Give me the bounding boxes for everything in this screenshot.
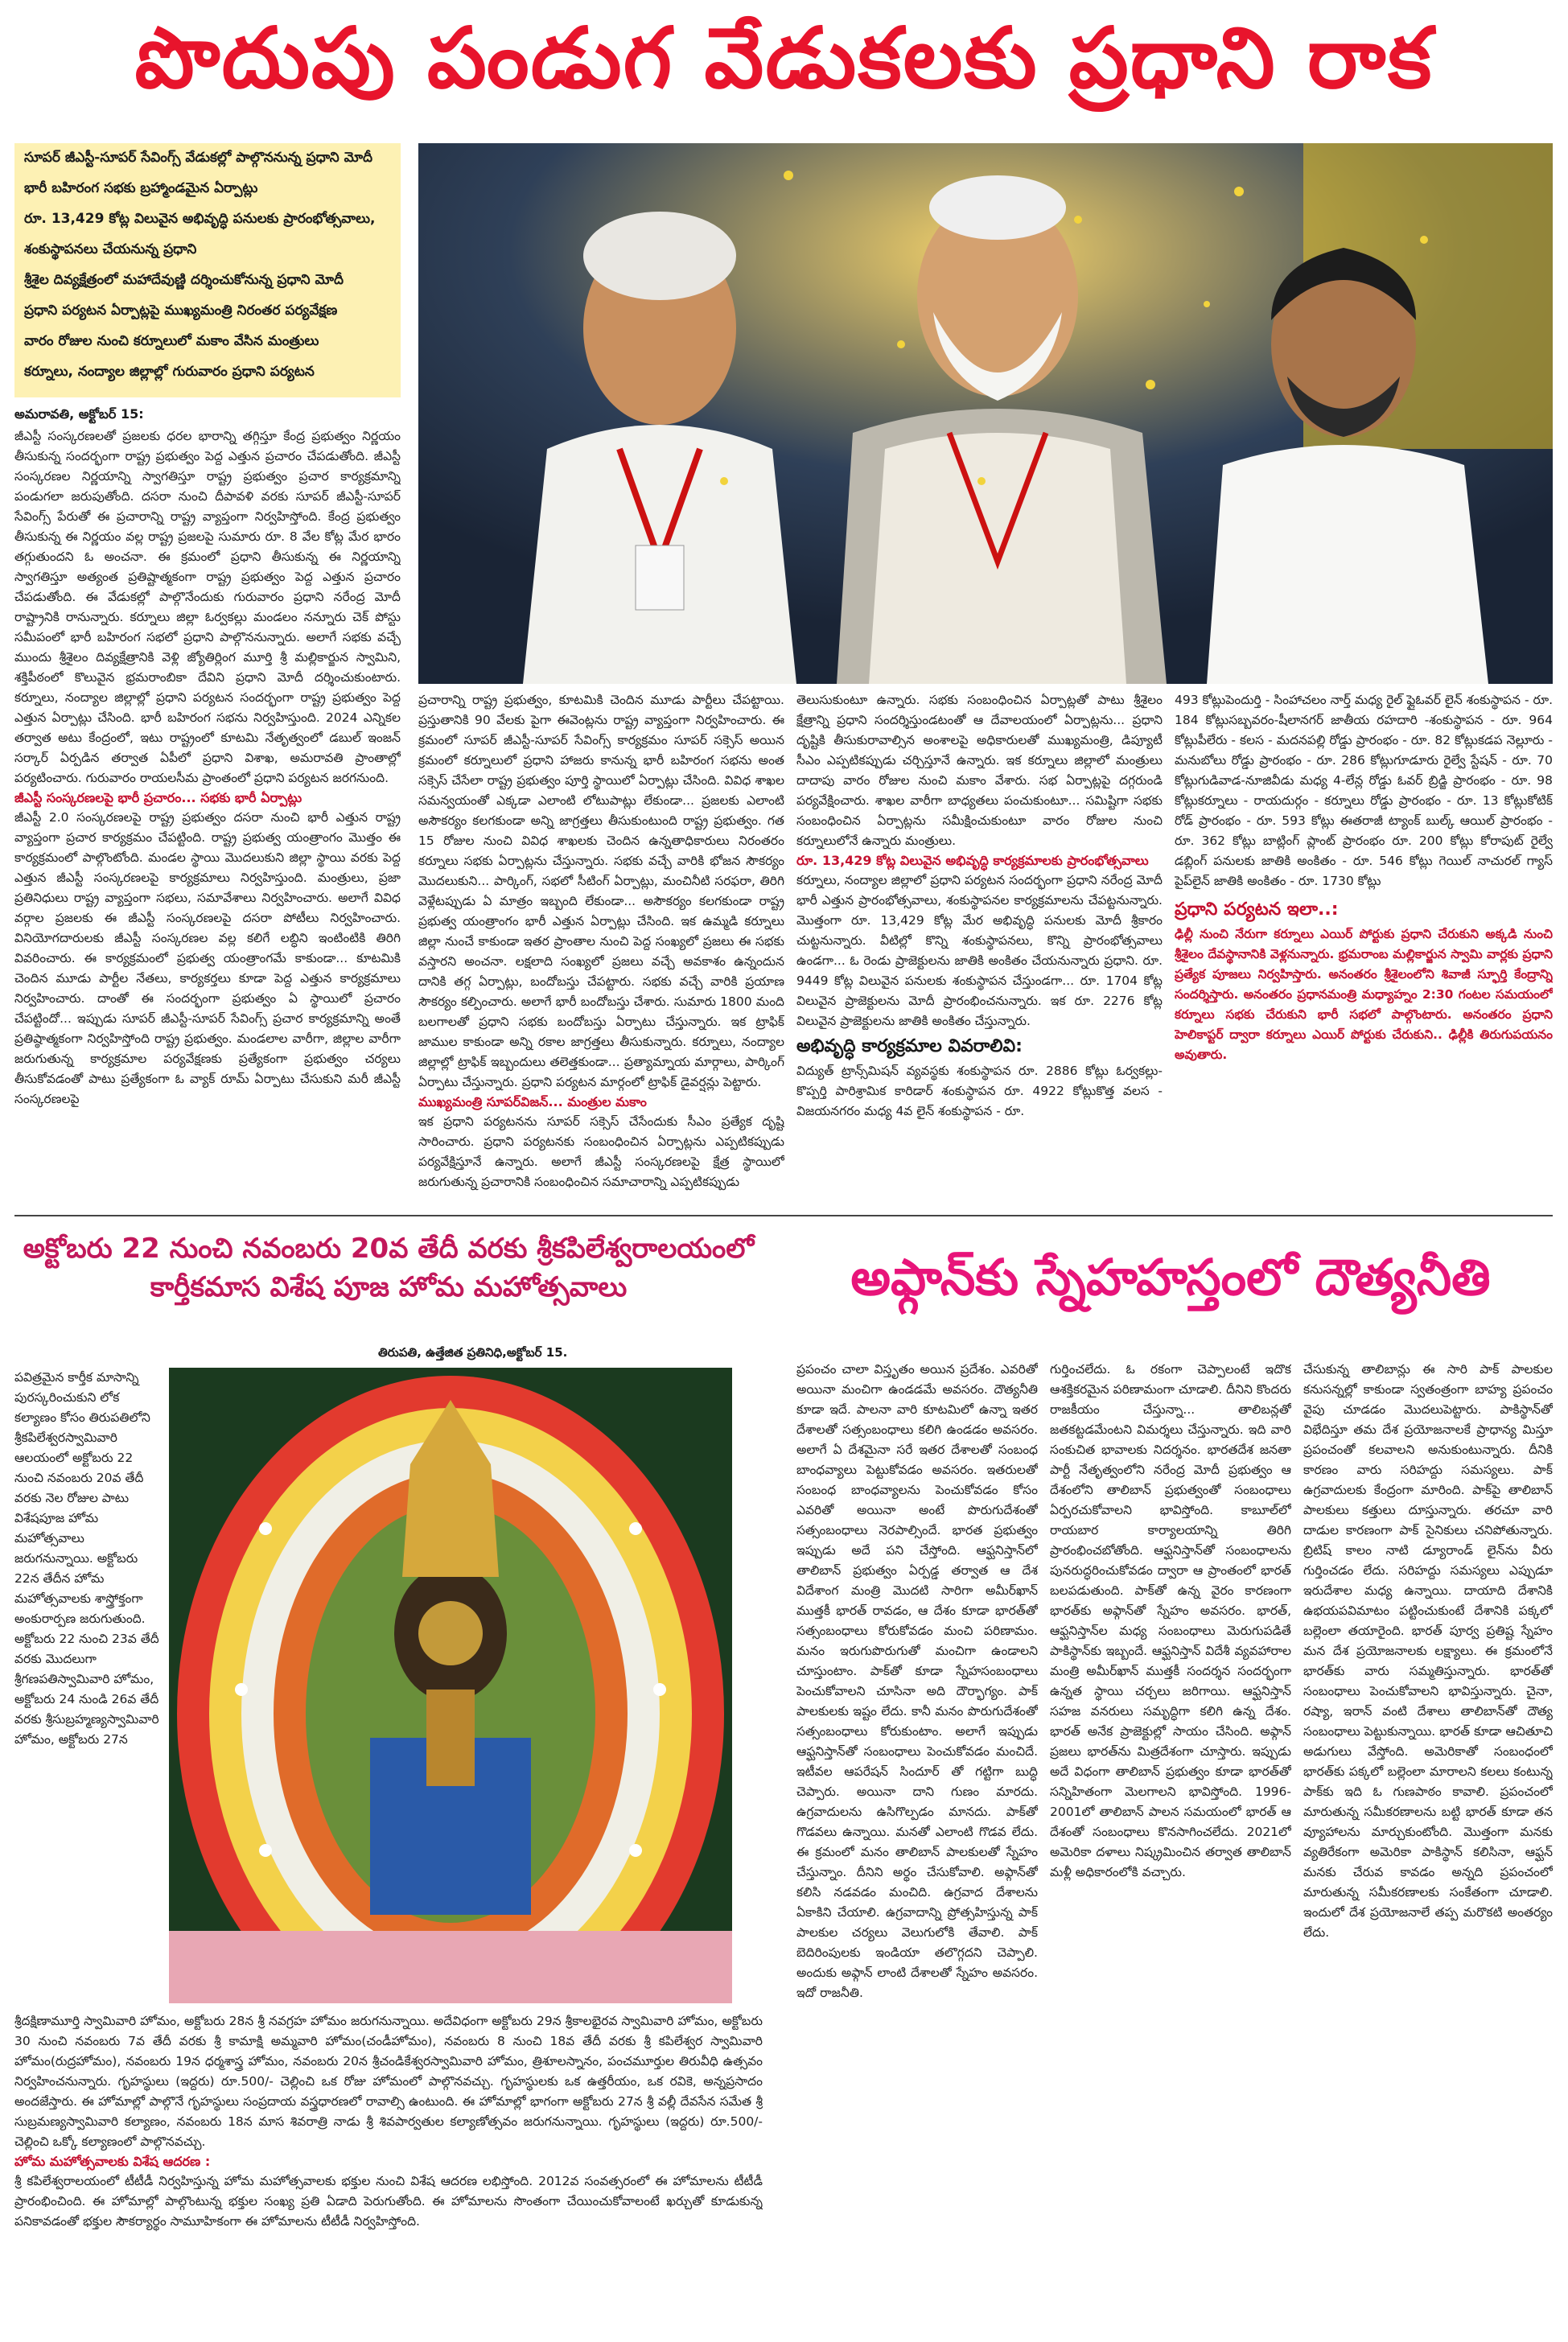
highlight-line: వారం రోజుల నుంచి కర్నూలులో మకాం వేసిన మంత్రులు [24,333,319,349]
highlight-line: ప్రధాని పర్యటన ఏర్పాట్లపై ముఖ్యమంత్రి నిరంతర పర్యవేక్షణ [24,303,338,319]
article-column-3 [796,690,1163,1223]
article-paragraph: చేసుకున్న తాలిబాన్లు ఈ సారి పాక్ పాలకుల కనుసన్నల్లో కాకుండా స్వతంత్రంగా బాహ్య ప్రపంచం వైపు చూడడం మొదలుపెట్టారు. పాకిస్థాన్‌తో విభేదిస్తూ తమ దేశ ప్రయోజనాలకే ప్రాధాన్య మిస్తూ ప్రపంచంతో కలవాలని అనుకుంటున్నారు. దీనికి కారణం వారు సరిహద్దు సమస్యలు. పాక్ ఉగ్రవాదులకు కేంద్రంగా మారింది. పాక్‌పై తాలిబాన్ పాలకులు కత్తులు దూస్తున్నారు. తరచూ వారి దాడుల కారణంగా పాక్ సైనికులు చనిపోతున్నారు. బ్రిటిష్ కాలం నాటి డ్యూరాండ్ లైన్‌ను వీరు గుర్తించడం లేదు. సరిహద్దు సమస్యలు ఎప్పుడూ ఇరుదేశాల మధ్య ఉన్నాయి. దాయాది దేశానికి ఉభయపవిమాటం పట్టించుకుంటే దేశానికి పక్కలో బల్లెంలా తయారైంది. భారత్ పూర్వ ప్రతిష్ట స్నేహం మన దేశ ప్రయోజనాలకు లక్ష్యాలు. ఈ క్రమంలోనే భారత్‌కు వారు సమ్మతిస్తున్నారు. భారత్‌తో సంబంధాలు పెంచుకోవాలని భావిస్తున్నారు. చైనా, రష్యా, ఇరాన్ వంటి దేశాలు తాలిబాన్‌తో దౌత్య సంబంధాలు పెట్టుకున్నాయి. భారత్ కూడా ఆచితూచి అడుగులు వేస్తోంది. అమెరికాతో సంబంధంలో భారత్‌కు పక్కలో బల్లెంలా మారాలని కలలు కంటున్న పాక్‌కు ఇది ఓ గుణపాఠం కావాలి. ప్రపంచంలో మారుతున్న సమీకరణాలను బట్టి భారత్ కూడా తన వ్యూహాలను మార్చుకుంటోంది. మొత్తంగా మనకు వ్యతిరేకంగా అమెరికా పాకిస్థాన్ కలిసినా, ఆఫ్ఘన్ మనకు చేరువ కావడం అన్నది ప్రపంచంలో మారుతున్న సమీకరణాలకు సంకేతంగా చూడాలి. ఇందులో దేశ ప్రయోజనాలే తప్ప మరొకటి అంతర్యం లేదు. [1303,1362,1553,1940]
article-paragraph: ఇక ప్రధాని పర్యటనను సూపర్ సక్సెస్ చేసేందుకు సీఎం ప్రత్యేక దృష్టి సారించారు. ప్రధాని పర్యటనకు సంబంధించిన ఏర్పాట్లను ఎప్పటికప్పుడు పర్యవేక్షిస్తూనే ఉన్నారు. అలాగే జీఎస్టీ సంస్కరణలపై క్షేత్ర స్థాయిలో జరుగుతున్న ప్రచారానికి సంబంధించిన సమాచారాన్ని ఎప్పటికప్పుడు [418,1114,784,1189]
article-paragraph: తెలుసుకుంటూ ఉన్నారు. సభకు సంబంధించిన ఏర్పాట్లతో పాటు శ్రీశైలం క్షేత్రాన్ని ప్రధాని సందర్శిస్తుండటంతో ఆ దేవాలయంలో ఏర్పాట్లను... ప్రధాని దృష్టికి తీసుకురావాల్సిన అంశాలపై అధికారులతో ముఖ్యమంత్రి, డిప్యూటీ సీఎం ఎప్పటికప్పుడు చర్చిస్తూనే ఉన్నారు. ఇక కర్నూలు జిల్లాలో మంత్రులు దాదాపు వారం రోజుల నుంచి మకాం వేశారు. సభ ఏర్పాట్లపై దగ్గరుండి పర్యవేక్షించారు. శాఖల వారీగా బాధ్యతలు పంచుకుంటూ... సమిష్టిగా సభకు సంబంధించిన ఏర్పాట్లను సమీక్షించుకుంటూ వారం రోజుల నుంచి కర్నూలులోనే ఉన్నారు మంత్రులు. [796,693,1163,848]
leaders-photo [418,143,1553,684]
highlight-line: భారీ బహిరంగ సభకు బ్రహ్మాండమైన ఏర్పాట్లు [24,180,258,196]
highlight-line: శంకుస్థాపనలు చేయనున్న ప్రధాని [24,241,197,257]
temple-headline-line-1: అక్టోబరు 22 నుంచి నవంబరు 20వ తేదీ వరకు శ్రీకపిలేశ్వరాలయంలో [23,1233,755,1265]
temple-byline: తిరుపతి, ఉత్తేజిత ప్రతినిధి,అక్టోబర్ 15. [378,1345,568,1360]
article-paragraph: శ్రీదక్షిణామూర్తి స్వామివారి హోమం, అక్టోబరు 28న శ్రీ నవగ్రహ హోమం జరుగనున్నాయి. అదేవిధంగా అక్టోబరు 29న శ్రీకాలభైరవ స్వామివారి హోమం, అక్టోబరు 30 నుంచి నవంబరు 7వ తేదీ వరకు శ్రీ కామాక్షి అమ్మవారి హోమం(చండీహోమం), నవంబరు 8 నుంచి 18వ తేదీ వరకు శ్రీ కపిలేశ్వర స్వామివారి హోమం(రుద్రహోమం), నవంబరు 19న ధర్మశాస్త్ర హోమం, నవంబరు 20న శ్రీచండికేశ్వరస్వామివారి హోమం, త్రిశూలస్నానం, పంచమూర్తుల తిరువీధి ఉత్సవం నిర్వహించనున్నారు. గృహస్థులు (ఇద్దరు) రూ.500/- చెల్లించి ఒక రోజు హోమంలో పాల్గొనవచ్చు. గృహస్థులకు ఒక ఉత్తరీయం, ఒక రవికె, అన్నప్రసాదం అందజేస్తారు. ఈ హోమాల్లో పాల్గొనే గృహస్థులు సంప్రదాయ వస్త్రధారణలో రావాల్సి ఉంటుంది. ఈ హోమాల్లో భాగంగా అక్టోబరు 27న శ్రీ వల్లీ దేవసేన సమేత శ్రీ సుబ్రమణ్యస్వామివారి కల్యాణం, నవంబరు 18న మాస శివరాత్రి నాడు శ్రీ శివపార్వతుల కల్యాణోత్సవం జరుగనున్నాయి. గృహస్థులు (ఇద్దరు) రూ.500/- చెల్లించి ఒక్కో కల్యాణంలో పాల్గొనవచ్చు. [14,2014,763,2149]
article-paragraph: జీఎస్టీ 2.0 సంస్కరణలపై రాష్ట్ర ప్రభుత్వం దసరా నుంచి భారీ ఎత్తున రాష్ట్ర వ్యాప్తంగా ప్రచార కార్యక్రమం చేపట్టింది. రాష్ట్ర ప్రభుత్వ యంత్రాంగం మొత్తం ఈ కార్యక్రమంలో పాల్గొంటోంది. మండల స్థాయి మొదలుకుని జిల్లా స్థాయి వరకు పెద్ద ఎత్తున జీఎస్టీ సంస్కరణలపై కార్యక్రమాలు నిర్వహిస్తుంది. మంత్రులు, ప్రజా ప్రతినిధులు రాష్ట్ర వ్యాప్తంగా సభలు, సమావేశాలు నిర్వహించారు. అలాగే వివిధ వర్గాల ప్రజలకు ఈ జీఎస్టీ సంస్కరణలపై దసరా పోటీలు నిర్వహించారు. వినియోగదారులకు జీఎస్టీ సంస్కరణల వల్ల కలిగే లబ్ధిని ఇంటింటికి తిరిగి వివరించారు. ఈ కార్యక్రమంలో ప్రభుత్వ యంత్రాంగమే కాకుండా... కూటమికి చెందిన మూడు పార్టీల నేతలు, కార్యకర్తలు కూడా పెద్ద ఎత్తున కార్యక్రమాలు నిర్వహించారు. దాంతో ఈ సందర్భంగా ప్రభుత్వం ఏ స్థాయిలో ప్రచారం చేపట్టిందో... ఇప్పుడు సూపర్ జీఎస్టీ-సూపర్ సేవింగ్స్ ప్రచార కార్యక్రమాన్ని అంతే ప్రతిష్ఠాత్మకంగా నిర్వహిస్తోంది రాష్ట్ర ప్రభుత్వం. మండలాల వారీగా, జిల్లాల వారీగా జరుగుతున్న కార్యక్రమాల పర్యవేక్షణకు ప్రత్యేకంగా ప్రభుత్వం చర్యలు తీసుకోవడంతో పాటు ప్రత్యేకంగా ఓ వ్యాక్ రూమ్ ఏర్పాటు చేసుకుని మరీ జీఎస్టీ సంస్కరణలపై [14,810,401,1106]
article-paragraph: 493 కోట్లుపెందుర్తి - సింహాచలం నార్త్ మధ్య రైల్ ఫ్లైఓవర్ లైన్ శంకుస్థాపన - రూ. 184 కోట్లుసబ్బవరం-షీలానగర్ జాతీయ రహదారి -శంకుస్థాపన - రూ. 964 కోట్లుపీలేరు - కలస - మదనపల్లి రోడ్డు ప్రారంభం - రూ. 82 కోట్లుకడప నెల్లూరు - మనుబోలు రోడ్డు ప్రారంభం - రూ. 286 కోట్లుగూడూరు రైల్వే స్టేషన్ - రూ. 70 కోట్లుగుడివాడ-నూజివీడు మధ్య 4-లేన్ల రోడ్డు ఓవర్ బ్రిడ్జి ప్రారంభం - రూ. 98 కోట్లుకర్నూలు - రాయదుర్గం - కర్నూలు రోడ్డు ప్రారంభం - రూ. 13 కోట్లుకోటిక్ రోడ్ ప్రారంభం - రూ. 593 కోట్లు ఈతరాజీ ట్యాంక్ బుల్క్ ఆయిల్ ప్రారంభం - రూ. 362 కోట్లు బాట్లింగ్ ప్లాంట్ ప్రారంభం రూ. 200 కోట్లు కోరాపుట్ రైల్వే డబ్లింగ్ పనులకు జాతికి అంకితం - రూ. 546 కోట్లు గెయిల్ నాచురల్ గ్యాస్ పైప్‌లైన్ జాతికి అంకితం - రూ. 1730 కోట్లు [1175,693,1553,888]
highlights-box [14,143,401,397]
main-headline: పొదుపు పండుగ వేడుకలకు ప్రధాని రాక [134,9,1434,107]
deity-photo [169,1368,732,2003]
article-paragraph: ప్రపంచం చాలా విస్తృతం అయిన ప్రదేశం. ఎవరితో అయినా మంచిగా ఉండడమే అవసరం. దౌత్యనీతి కూడా ఇదే. పాలనా వారి కూటమిలో ఉన్నా ఇతర దేశాలతో సత్సంబంధాలు కలిగి ఉండడం అవసరం. అలాగే ఏ దేశమైనా సరే ఇతర దేశాలతో సంబంధ బాంధవ్యాలు పెట్టుకోవడం అవసరం. ఇతరులతో సంబంధ బాంధవ్యాలను పెంచుకోవడం కోసం ఎవరితో అయినా అంటే పొరుగుదేశంతో సత్సంబంధాలు నెరపాల్సిందే. భారత ప్రభుత్వం ఇప్పుడు అదే పని చేస్తోంది. ఆఫ్ఘనిస్తాన్‌లో తాలిబాన్ ప్రభుత్వం ఏర్పడ్డ తర్వాత ఆ దేశ విదేశాంగ మంత్రి మొదటి సారిగా అమీర్‌ఖాన్ ముత్తకీ భారత్ రావడం, ఆ దేశం కూడా భారత్‌తో సత్సంబంధాలు కోరుకోవడం మంచి పరిణామం. మనం ఇరుగుపొరుగుతో మంచిగా ఉండాలని చూస్తుంటాం. పాక్‌తో కూడా స్నేహసంబంధాలు పెంచుకోవాలని చూసినా అది దౌర్భాగ్యం. పాక్ పాలకులకు ఇష్టం లేదు. కానీ మనం పొరుగుదేశంతో సత్సంబంధాలు కోరుకుంటాం. అలాగే ఇప్పుడు ఆఫ్ఘనిస్తాన్‌తో సంబంధాలు పెంచుకోవడం మంచిదే. ఇటీవల ఆపరేషన్ సిందూర్ తో గట్టిగా బుద్ధి చెప్పారు. అయినా దాని గుణం మారదు. ఉగ్రవాదులను ఉసిగొల్పడం మానదు. పాక్‌తో గొడవలు ఉన్నాయి. మనతో ఎలాంటి గొడవ లేదు. ఈ క్రమంలో మనం తాలిబాన్ పాలకులతో స్నేహం చేస్తున్నాం. దీనిని అర్థం చేసుకోవాలి. అఫ్గాన్‌తో కలిసి నడవడం మంచిది. ఉగ్రవాద దేశాలను ఏకాకిని చేయాలి. ఉగ్రవాదాన్ని ప్రోత్సహిస్తున్న పాక్ పాలకుల చర్యలు వెలుగులోకి తేవాలి. పాక్ బెదిరింపులకు ఇండియా తలొగ్గదని చెప్పాలి. అందుకు అఫ్గాన్ లాంటి దేశాలతో స్నేహం అవసరం. ఇదో రాజనీతి. [796,1362,1038,2000]
temple-headline [14,1229,763,1307]
article-paragraph: విద్యుత్ ట్రాన్స్‌మిషన్ వ్యవస్థకు శంకుస్థాపన రూ. 2886 కోట్లు ఓర్వకల్లు-కొప్పర్తి పారిశ్రామిక కారిడార్ శంకుస్థాపన రూ. 4922 కోట్లుకొత్త వలస - విజయనగరం మధ్య 4వ లైన్ శంకుస్థాపన - రూ. [796,1064,1163,1118]
afghan-column-3 [1303,1360,1553,2333]
section-divider [14,1215,1553,1216]
temple-column-left [14,1368,159,2011]
article-column-4 [1175,690,1553,1223]
article-paragraph: కర్నూలు, నంద్యాల జిల్లాలో ప్రధాని పర్యటన సందర్భంగా ప్రధాని నరేంద్ర మోదీ భారీ ఎత్తున ప్రారంభోత్సవాలు, శంకుస్థాపనల కార్యక్రమాలను చేపట్టనున్నారు. మొత్తంగా రూ. 13,429 కోట్ల మేర అభివృద్ధి పనులకు మోదీ శ్రీకారం చుట్టనున్నారు. వీటిల్లో కొన్ని శంకుస్థాపనలు, కొన్ని ప్రారంభోత్సవాలు ఉండగా... ఓ రెండు ప్రాజెక్టులను జాతికి అంకితం చేయనున్నారు ప్రధాని. రూ. 9449 కోట్ల విలువైన పనులకు శంకుస్థాపన చేస్తుండగా... రూ. 1704 కోట్ల విలువైన ప్రాజెక్టులను మోదీ ప్రారంభించనున్నారు. ఇక రూ. 2276 కోట్ల విలువైన ప్రాజెక్టులను జాతికి అంకితం చేస్తున్నారు. [796,873,1163,1028]
temple-column-bottom [14,2011,763,2333]
highlight-line: రూ. 13,429 కోట్ల విలువైన అభివృద్ధి పనులకు ప్రారంభోత్సవాలు, [24,211,376,227]
highlight-line: సూపర్ జీఎస్టీ-సూపర్ సేవింగ్స్ వేడుకల్లో పాల్గొననున్న ప్రధాని మోదీ [24,150,373,166]
afghan-column-1 [796,1360,1038,2333]
article-subhead: జీఎస్టీ సంస్కరణలపై భారీ ప్రచారం... సభకు భారీ ఏర్పాట్లు [14,790,302,805]
article-paragraph: జీఎస్టీ సంస్కరణలతో ప్రజలకు ధరల భారాన్ని తగ్గిస్తూ కేంద్ర ప్రభుత్వం నిర్ణయం తీసుకున్న సందర్భంగా రాష్ట్ర ప్రభుత్వం పెద్ద ఎత్తున ప్రచారం చేపడుతోంది. జీఎస్టీ సంస్కరణల నిర్ణయాన్ని స్వాగతిస్తూ రాష్ట్ర ప్రభుత్వం ప్రచార కార్యక్రమాన్ని పండుగలా జరుపుతోంది. దసరా నుంచి దీపావళి వరకు సూపర్ జీఎస్టీ-సూపర్ సేవింగ్స్ పేరుతో ఈ ప్రచారాన్ని రాష్ట్ర వ్యాప్తంగా నిర్వహిస్తోంది. కేంద్ర ప్రభుత్వం తీసుకున్న ఈ నిర్ణయం వల్ల రాష్ట్ర ప్రజలపై సుమారు రూ. 8 వేల కోట్ల మేర భారం తగ్గుతుందని ఓ అంచనా. ఈ క్రమంలో ప్రధాని తీసుకున్న ఈ నిర్ణయాన్ని స్వాగతిస్తూ అత్యంత ప్రతిష్టాత్మకంగా రాష్ట్ర ప్రభుత్వం పెద్ద ఎత్తున ప్రచారం చేపడుతోంది. ఈ వేడుకల్లో పాల్గొనేందుకు గురువారం ప్రధాని నరేంద్ర మోదీ రాష్ట్రానికి రానున్నారు. కర్నూలు జిల్లా ఓర్వకల్లు మండలం నన్నూరు చెక్ పోస్టు సమీపంలో భారీ బహిరంగ సభలో ప్రధాని పాల్గొననున్నారు. అలాగే సభకు వచ్చే ముందు శ్రీశైలం దివ్యక్షేత్రానికి వెళ్లి జ్యోతిర్లింగ మూర్తి శ్రీ మల్లికార్జున స్వామిని, శక్తిపీఠంలో కొలువైన భ్రమరాంబికా దేవిని ప్రధాని మోదీ దర్శించుకుంటారు. కర్నూలు, నంద్యాల జిల్లాల్లో ప్రధాని పర్యటన సందర్భంగా రాష్ట్ర ప్రభుత్వం పెద్ద ఎత్తున ఏర్పాట్లు చేసింది. భారీ బహిరంగ సభను నిర్వహిస్తుంది. 2024 ఎన్నికల తర్వాత అటు కేంద్రంలో, ఇటు రాష్ట్రంలో కూటమి నేతృత్వంలో డబుల్ ఇంజన్ సర్కార్ ఏర్పడిన తర్వాత ఏపీలో ప్రధాని విశాఖ, అమరావతి ప్రాంతాల్లో పర్యటించారు. గురువారం రాయలసీమ ప్రాంతంలో ప్రధాని పర్యటన జరగనుంది. [14,429,401,785]
afghan-headline: అఫ్గాన్‌కు స్నేహహస్తంలో దౌత్యనీతి [850,1248,1491,1307]
deity-photo-illustration [169,1368,732,2003]
article-subhead: రూ. 13,429 కోట్ల విలువైన అభివృద్ధి కార్యక్రమాలకు ప్రారంభోత్సవాలు [796,853,1149,868]
article-subhead: అభివృద్ధి కార్యక్రమాల వివరాలివి: [796,1036,1023,1056]
article-subhead: ప్రధాని పర్యటన ఇలా..: [1175,899,1339,920]
article-paragraph: గుర్తించలేదు. ఓ రకంగా చెప్పాలంటే ఇదొక ఆశక్తికరమైన పరిణామంగా చూడాలి. దీనిని కొందరు రాజకీయం చేస్తున్నా... తాలిబన్లతో జతకట్టడమేంటని విమర్శలు చేస్తున్నారు. ఇది వారి సంకుచిత భావాలకు నిదర్శనం. భారతదేశ జనతా పార్టీ నేతృత్వంలోని నరేంద్ర మోదీ ప్రభుత్వం ఆ దేశంలోని తాలిబాన్ ప్రభుత్వంతో సంబంధాలు ఏర్పరచుకోవాలని భావిస్తోంది. కాబూల్‌లో రాయబార కార్యాలయాన్ని తిరిగి ప్రారంభించబోతోంది. ఆఫ్ఘనిస్తాన్‌తో సంబంధాలను పునరుద్ధరించుకోవడం ద్వారా ఆ ప్రాంతంలో భారత్ బలపడుతుంది. పాక్‌తో ఉన్న వైరం కారణంగా భారత్‌కు అఫ్గాన్‌తో స్నేహం అవసరం. భారత్, ఆఫ్ఘనిస్తాన్‌ల మధ్య సంబంధాలు మెరుగుపడితే పాకిస్థాన్‌కు ఇబ్బందే. ఆఫ్ఘనిస్తాన్ విదేశీ వ్యవహారాల మంత్రి అమీర్‌ఖాన్ ముత్తకీ సందర్శన సందర్భంగా ఉన్నత స్థాయి చర్చలు జరిగాయి. ఆఫ్ఘనిస్తాన్ సహజ వనరులు సమృద్ధిగా కలిగి ఉన్న దేశం. భారత్ అనేక ప్రాజెక్టుల్లో సాయం చేసింది. అఫ్గాన్ ప్రజలు భారత్‌ను మిత్రదేశంగా చూస్తారు. ఇప్పుడు అదే విధంగా తాలిబాన్ ప్రభుత్వం కూడా భారత్‌తో సన్నిహితంగా మెలగాలని భావిస్తోంది. 1996-2001లో తాలిబాన్ పాలన సమయంలో భారత్ ఆ దేశంతో సంబంధాలు కొనసాగించలేదు. 2021లో అమెరికా దళాలు నిష్క్రమించిన తర్వాత తాలిబాన్ మళ్లీ అధికారంలోకి వచ్చారు. [1050,1362,1291,1879]
temple-headline-line-2: కార్తీకమాస విశేష పూజ హోమ మహోత్సవాలు [150,1271,628,1303]
article-paragraph: ప్రచారాన్ని రాష్ట్ర ప్రభుత్వం, కూటమికి చెందిన మూడు పార్టీలు చేపట్టాయి. ప్రస్తుతానికి 90 వేలకు పైగా ఈవెంట్లను రాష్ట్ర వ్యాప్తంగా నిర్వహించారు. ఈ క్రమంలో సూపర్ జీఎస్టీ-సూపర్ సేవింగ్స్ కార్యక్రమం సూపర్ సక్సెస్ అయిన క్రమంలో కర్నూలులో ప్రధాని హాజరు కానున్న భారీ బహిరంగ సభను అంత సక్సెస్ చేసేలా రాష్ట్ర ప్రభుత్వం పూర్తి స్థాయిలో ఏర్పాట్లు చేసింది. వివిధ శాఖల సమన్వయంతో ఎక్కడా ఎలాంటి లోటుపాట్లు లేకుండా... ప్రజలకు ఎలాంటి అసౌకర్యం కలగకుండా అన్ని జాగ్రత్తలు తీసుకుంటుంది రాష్ట్ర ప్రభుత్వం. గత 15 రోజుల నుంచి వివిధ శాఖలకు చెందిన ఉన్నతాధికారులు నిరంతరం కర్నూలు సభకు ఏర్పాట్లను చేస్తున్నారు. సభకు వచ్చే వారికి భోజన సౌకర్యం మొదలుకుని... పార్కింగ్, సభలో సీటింగ్ ఏర్పాట్లు, మంచినీటి సరఫరా, తిరిగి వెళ్లేటప్పుడు ఏ మాత్రం ఇబ్బంది లేకుండా... అసౌకర్యం కలగకుండా రాష్ట్ర ప్రభుత్వ యంత్రాంగం భారీ ఎత్తున ఏర్పాట్లు చేసింది. ఇక ఉమ్మడి కర్నూలు జిల్లా నుంచే కాకుండా ఇతర ప్రాంతాల నుంచి పెద్ద సంఖ్యలో ప్రజలు ఈ సభకు వస్తారని అంచనా. లక్షలాది సంఖ్యలో ప్రజలు వచ్చే అవకాశం ఉన్నందున దానికి తగ్గ ఏర్పాట్లు, బందోబస్తు చేపట్టారు. సభకు వచ్చే వారికి ప్రయాణ సౌకర్యం కల్పించారు. అలాగే భారీ బందోబస్తు చేశారు. సుమారు 1800 మంది బలగాలతో ప్రధాని సభకు బందోబస్తు ఏర్పాటు చేస్తున్నారు. ఇక ట్రాఫిక్ జాముల కాకుండా అన్ని రకాల జాగ్రత్తలు తీసుకున్నారు. కర్నూలు, నంద్యాల జిల్లాల్లో ట్రాఫిక్ ఇబ్బందులు తలెత్తకుండా... ప్రత్యామ్నాయ మార్గాలు, పార్కింగ్ ఏర్పాటు చేస్తున్నారు. ప్రధాని పర్యటన మార్గంలో ట్రాఫిక్ డైవర్షన్లు పెట్టారు. [418,693,784,1089]
article-subhead: ముఖ్యమంత్రి సూపర్‌విజన్... మంత్రుల మకాం [418,1094,647,1109]
article-paragraph: శ్రీ కపిలేశ్వరాలయంలో టీటీడీ నిర్వహిస్తున్న హోమ మహోత్సవాలకు భక్తుల నుంచి విశేష ఆదరణ లభిస్తోంది. 2012వ సంవత్సరంలో ఈ హోమాలను టీటీడీ ప్రారంభించింది. ఈ హోమాల్లో పాల్గొంటున్న భక్తుల సంఖ్య ప్రతి ఏడాది పెరుగుతోంది. ఈ హోమాలను సొంతంగా చేయించుకోవాలంటే ఖర్చుతో కూడుకున్న పనికావడంతో భక్తుల సౌకర్యార్థం సామూహికంగా ఈ హోమాలను టీటీడీ నిర్వహిస్తోంది. [14,2174,763,2229]
highlight-line: శ్రీశైల దివ్యక్షేత్రంలో మహాదేవుణ్ణి దర్శించుకోనున్న ప్రధాని మోదీ [24,272,344,288]
highlight-line: కర్నూలు, నంద్యాల జిల్లాల్లో గురువారం ప్రధాని పర్యటన [24,364,315,380]
article-paragraph: ఢిల్లీ నుంచి నేరుగా కర్నూలు ఎయిర్ పోర్టుకు ప్రధాని చేరుకుని అక్కడి నుంచి శ్రీశైలం దేవస్థానానికి వెళ్లనున్నారు. భ్రమరాంబ మల్లికార్జున స్వామి వార్లకు ప్రధాని ప్రత్యేక పూజలు నిర్వహిస్తారు. అనంతరం శ్రీశైలంలోని శివాజీ స్ఫూర్తి కేంద్రాన్ని సందర్శిస్తారు. అనంతరం ప్రధానమంత్రి మధ్యాహ్నం 2:30 గంటల సమయంలో కర్నూలు సభకు చేరుకుని భారీ సభలో పాల్గొంటారు. అనంతరం ప్రధాని హెలికాప్టర్ ద్వారా కర్నూలు ఎయిర్ పోర్టుకు చేరుకుని.. ఢిల్లీకి తిరుగుపయనం అవుతారు. [1175,927,1553,1062]
article-paragraph: పవిత్రమైన కార్తీక మాసాన్ని పురస్కరించుకుని లోక కల్యాణం కోసం తిరుపతిలోని శ్రీకపిలేశ్వరస్వామివారి ఆలయంలో అక్టోబరు 22 నుంచి నవంబరు 20వ తేదీ వరకు నెల రోజుల పాటు విశేషపూజ హోమ మహోత్సవాలు జరుగనున్నాయి. అక్టోబరు 22న తేదీన హోమ మహోత్సవాలకు శాస్త్రోక్తంగా అంకురార్పణ జరుగుతుంది. అక్టోబరు 22 నుంచి 23వ తేదీ వరకు మొదలుగా శ్రీగణపతిస్వామివారి హోమం, అక్టోబరు 24 నుండి 26వ తేదీ వరకు శ్రీసుబ్రహ్మణ్యస్వామివారి హోమం, అక్టోబరు 27న [14,1370,159,1747]
article-column-2 [418,690,784,1223]
afghan-column-2 [1050,1360,1291,2333]
article-subhead: హోమ మహోత్సవాలకు విశేష ఆదరణ : [14,2154,211,2169]
article-column-1 [14,426,401,1223]
dateline: అమరావతి, అక్టోబర్ 15: [14,406,144,422]
leaders-photo-illustration [418,143,1553,684]
